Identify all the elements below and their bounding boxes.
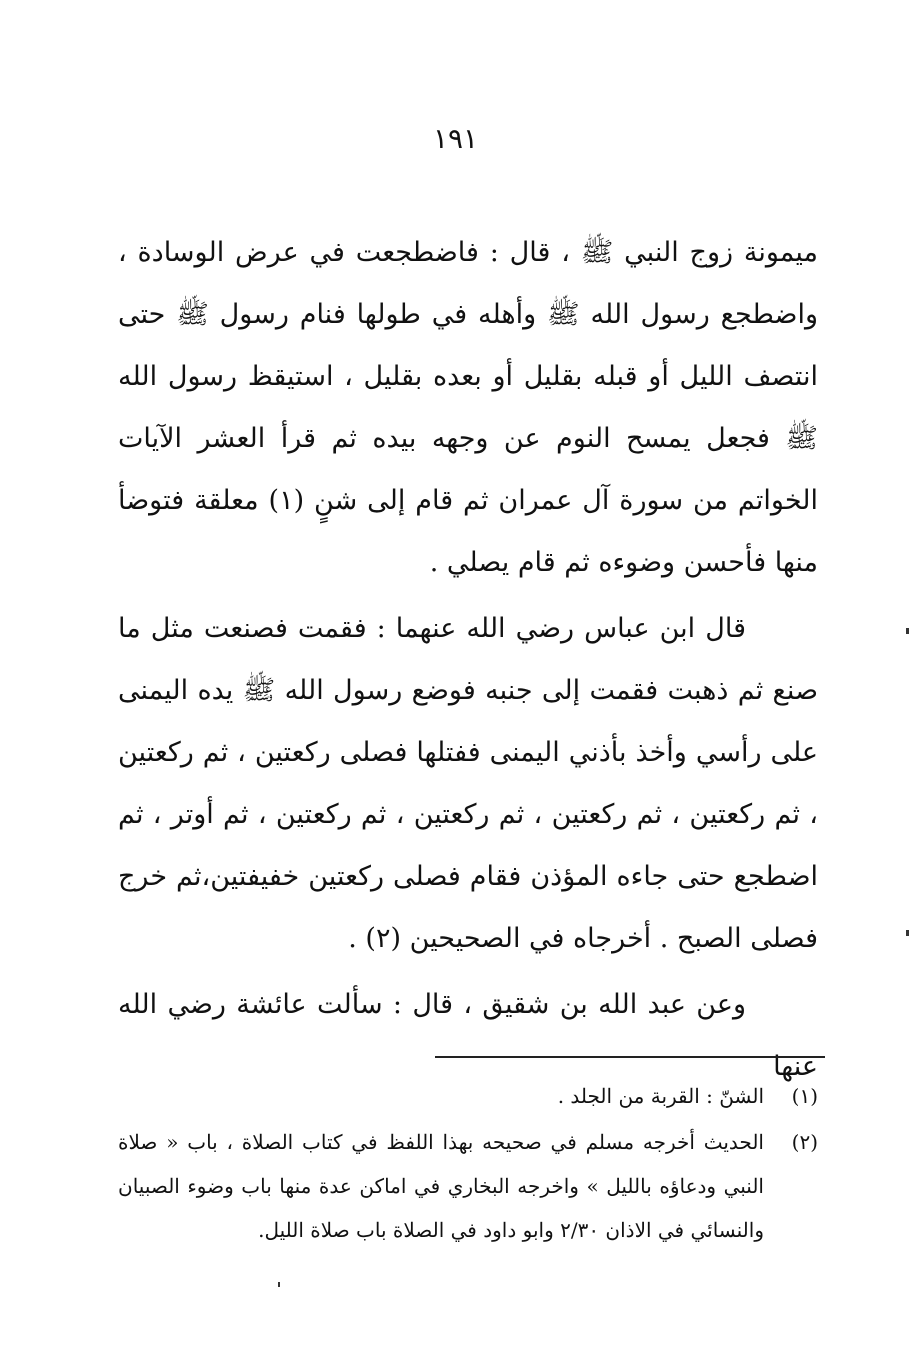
body-paragraph-3: وعن عبد الله بن شقيق ، قال : سألت عائشة رضي الله عنها — [118, 989, 818, 1082]
footnote-1 — [118, 1074, 818, 1118]
footnote-1-number: (١) — [791, 1084, 818, 1108]
page-number: ١٩١ — [432, 122, 479, 155]
scan-speck — [278, 1282, 280, 1287]
footnote-2-text: الحديث أخرجه مسلم في صحيحه بهذا اللفظ في كتاب الصلاة ، باب « صلاة النبي ودعاؤه بالليل » واخرجه البخاري في اماكن عدة منها باب وضوء الصبيان والنسائي في الاذان ٢/٣٠ وابو داود في الصلاة باب صلاة الليل. — [118, 1130, 764, 1242]
footnote-2-number: (٢) — [791, 1130, 818, 1154]
footnotes — [118, 1074, 818, 1252]
footnote-divider — [435, 1056, 825, 1058]
scan-speck — [906, 930, 909, 936]
body-paragraph-2: قال ابن عباس رضي الله عنهما : فقمت فصنعت مثل ما صنع ثم ذهبت فقمت إلى جنبه فوضع رسول الله ﷺ يده اليمنى على رأسي وأخذ بأذني اليمنى ففتلها فصلى ركعتين ، ثم ركعتين ، ثم ركعتين ، ثم ركعتين ، ثم ركعتين ، ثم ركعتين ، ثم أوتر ، ثم اضطجع حتى جاءه المؤذن فقام فصلى ركعتين خفيفتين،ثم خرج فصلى الصبح . أخرجاه في الصحيحين (٢) . — [118, 613, 818, 954]
footnote-2 — [118, 1120, 818, 1252]
scan-speck — [906, 628, 909, 634]
footnote-1-text: الشنّ : القربة من الجلد . — [557, 1084, 764, 1108]
body-paragraph-1: ميمونة زوج النبي ﷺ ، قال : فاضطجعت في عرض الوسادة ، واضطجع رسول الله ﷺ وأهله في طولها فنام رسول ﷺ حتى انتصف الليل أو قبله بقليل أو بعده بقليل ، استيقظ رسول الله ﷺ فجعل يمسح النوم عن وجهه بيده ثم قرأ العشر الآيات الخواتم من سورة آل عمران ثم قام إلى شنٍ (١) معلقة فتوضأ منها فأحسن وضوءه ثم قام يصلي . — [118, 237, 818, 578]
